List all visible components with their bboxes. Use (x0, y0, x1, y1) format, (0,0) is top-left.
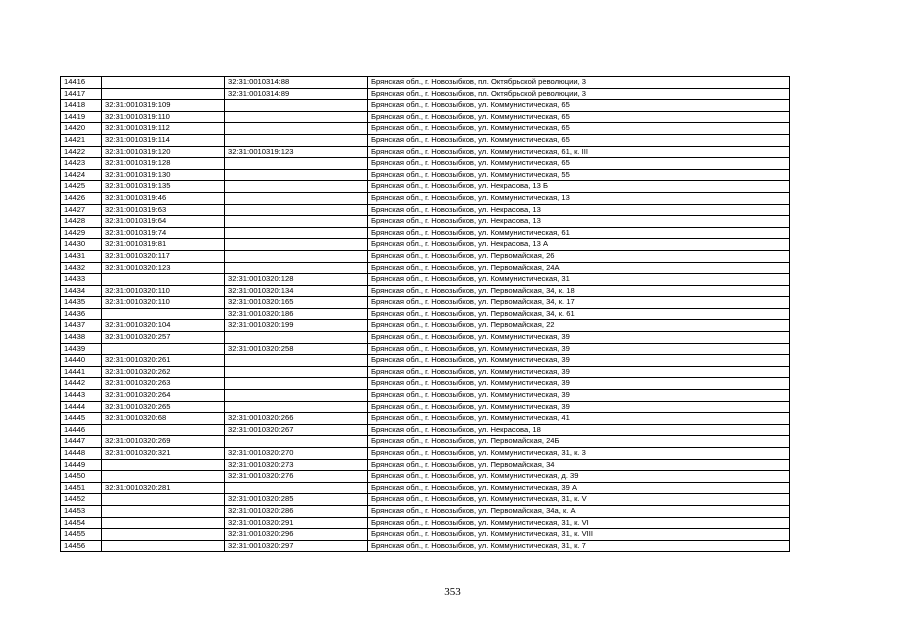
cadastral-number-secondary-cell (225, 239, 368, 251)
address-cell: Брянская обл., г. Новозыбков, ул. Первомайская, 24А (368, 262, 790, 274)
row-number-cell: 14441 (61, 366, 102, 378)
cadastral-number-cell (102, 424, 225, 436)
table-row (61, 505, 790, 517)
address-cell: Брянская обл., г. Новозыбков, ул. Коммунистическая, 65 (368, 158, 790, 170)
cadastral-number-secondary-cell (225, 390, 368, 402)
row-number-cell: 14440 (61, 355, 102, 367)
row-number-cell: 14443 (61, 390, 102, 402)
cadastral-number-cell: 32:31:0010320:265 (102, 401, 225, 413)
cadastral-number-cell: 32:31:0010320:261 (102, 355, 225, 367)
address-cell: Брянская обл., г. Новозыбков, ул. Первомайская, 22 (368, 320, 790, 332)
table-row (61, 274, 790, 286)
table-row (61, 204, 790, 216)
cadastral-number-secondary-cell (225, 169, 368, 181)
row-number-cell: 14439 (61, 343, 102, 355)
cadastral-number-secondary-cell: 32:31:0010320:273 (225, 459, 368, 471)
cadastral-number-secondary-cell: 32:31:0010320:270 (225, 448, 368, 460)
table-row (61, 262, 790, 274)
cadastral-number-secondary-cell: 32:31:0010320:134 (225, 285, 368, 297)
table-row (61, 146, 790, 158)
cadastral-number-secondary-cell: 32:31:0010319:123 (225, 146, 368, 158)
cadastral-number-secondary-cell: 32:31:0010320:165 (225, 297, 368, 309)
table-row (61, 436, 790, 448)
table-row (61, 529, 790, 541)
cadastral-number-secondary-cell: 32:31:0010320:267 (225, 424, 368, 436)
address-cell: Брянская обл., г. Новозыбков, ул. Первомайская, 34, к. 61 (368, 308, 790, 320)
row-number-cell: 14423 (61, 158, 102, 170)
cadastral-number-secondary-cell (225, 181, 368, 193)
cadastral-number-secondary-cell (225, 355, 368, 367)
cadastral-number-cell: 32:31:0010320:104 (102, 320, 225, 332)
row-number-cell: 14422 (61, 146, 102, 158)
cadastral-number-cell: 32:31:0010320:257 (102, 332, 225, 344)
cadastral-number-secondary-cell: 32:31:0010320:258 (225, 343, 368, 355)
cadastral-number-cell: 32:31:0010320:262 (102, 366, 225, 378)
address-cell: Брянская обл., г. Новозыбков, ул. Первомайская, 26 (368, 250, 790, 262)
cadastral-number-cell (102, 529, 225, 541)
row-number-cell: 14448 (61, 448, 102, 460)
address-cell: Брянская обл., г. Новозыбков, ул. Первомайская, 34 (368, 459, 790, 471)
address-cell: Брянская обл., г. Новозыбков, ул. Коммунистическая, 39 (368, 378, 790, 390)
cadastral-number-secondary-cell (225, 332, 368, 344)
row-number-cell: 14430 (61, 239, 102, 251)
cadastral-number-secondary-cell (225, 378, 368, 390)
address-cell: Брянская обл., г. Новозыбков, ул. Коммунистическая, 39 (368, 355, 790, 367)
address-cell: Брянская обл., г. Новозыбков, ул. Первомайская, 34, к. 18 (368, 285, 790, 297)
cadastral-number-secondary-cell: 32:31:0010320:297 (225, 540, 368, 552)
address-cell: Брянская обл., г. Новозыбков, ул. Коммунистическая, 41 (368, 413, 790, 425)
address-cell: Брянская обл., г. Новозыбков, пл. Октябрьской революции, 3 (368, 77, 790, 89)
row-number-cell: 14456 (61, 540, 102, 552)
cadastral-number-secondary-cell (225, 158, 368, 170)
table-row (61, 297, 790, 309)
address-cell: Брянская обл., г. Новозыбков, ул. Коммунистическая, 31 (368, 274, 790, 286)
page-number: 353 (444, 586, 461, 598)
address-cell: Брянская обл., г. Новозыбков, пл. Октябрьской революции, 3 (368, 88, 790, 100)
cadastral-number-cell: 32:31:0010319:63 (102, 204, 225, 216)
cadastral-number-cell (102, 88, 225, 100)
table-row (61, 459, 790, 471)
row-number-cell: 14427 (61, 204, 102, 216)
table-row (61, 181, 790, 193)
address-cell: Брянская обл., г. Новозыбков, ул. Коммунистическая, 31, к. V (368, 494, 790, 506)
cadastral-number-cell: 32:31:0010320:123 (102, 262, 225, 274)
address-cell: Брянская обл., г. Новозыбков, ул. Коммунистическая, 39 (368, 366, 790, 378)
table-row (61, 540, 790, 552)
table-row (61, 320, 790, 332)
cadastral-number-cell (102, 471, 225, 483)
registry-table-body (61, 77, 790, 552)
cadastral-number-cell: 32:31:0010320:110 (102, 297, 225, 309)
table-row (61, 401, 790, 413)
table-row (61, 332, 790, 344)
address-cell: Брянская обл., г. Новозыбков, ул. Коммунистическая, д. 39 (368, 471, 790, 483)
row-number-cell: 14450 (61, 471, 102, 483)
address-cell: Брянская обл., г. Новозыбков, ул. Коммунистическая, 55 (368, 169, 790, 181)
cadastral-number-cell (102, 517, 225, 529)
table-row (61, 158, 790, 170)
cadastral-number-cell: 32:31:0010319:81 (102, 239, 225, 251)
cadastral-number-cell: 32:31:0010319:135 (102, 181, 225, 193)
table-row (61, 169, 790, 181)
table-row (61, 77, 790, 89)
cadastral-number-secondary-cell (225, 216, 368, 228)
address-cell: Брянская обл., г. Новозыбков, ул. Некрасова, 13 А (368, 239, 790, 251)
cadastral-number-cell: 32:31:0010320:117 (102, 250, 225, 262)
cadastral-number-cell (102, 308, 225, 320)
address-cell: Брянская обл., г. Новозыбков, ул. Некрасова, 18 (368, 424, 790, 436)
row-number-cell: 14419 (61, 111, 102, 123)
cadastral-number-cell: 32:31:0010320:264 (102, 390, 225, 402)
cadastral-number-secondary-cell: 32:31:0010320:276 (225, 471, 368, 483)
cadastral-number-cell (102, 540, 225, 552)
row-number-cell: 14416 (61, 77, 102, 89)
table-row (61, 413, 790, 425)
address-cell: Брянская обл., г. Новозыбков, ул. Коммунистическая, 65 (368, 100, 790, 112)
cadastral-number-cell: 32:31:0010319:109 (102, 100, 225, 112)
row-number-cell: 14444 (61, 401, 102, 413)
table-row (61, 343, 790, 355)
row-number-cell: 14455 (61, 529, 102, 541)
row-number-cell: 14449 (61, 459, 102, 471)
row-number-cell: 14421 (61, 134, 102, 146)
table-row (61, 517, 790, 529)
cadastral-number-cell: 32:31:0010319:112 (102, 123, 225, 135)
table-row (61, 424, 790, 436)
address-cell: Брянская обл., г. Новозыбков, ул. Первомайская, 34, к. 17 (368, 297, 790, 309)
address-cell: Брянская обл., г. Новозыбков, ул. Первомайская, 34а, к. А (368, 505, 790, 517)
row-number-cell: 14437 (61, 320, 102, 332)
row-number-cell: 14425 (61, 181, 102, 193)
cadastral-number-secondary-cell: 32:31:0010314:89 (225, 88, 368, 100)
cadastral-number-cell: 32:31:0010320:263 (102, 378, 225, 390)
row-number-cell: 14435 (61, 297, 102, 309)
cadastral-number-secondary-cell (225, 192, 368, 204)
row-number-cell: 14454 (61, 517, 102, 529)
address-cell: Брянская обл., г. Новозыбков, ул. Некрасова, 13 Б (368, 181, 790, 193)
address-cell: Брянская обл., г. Новозыбков, ул. Первомайская, 24Б (368, 436, 790, 448)
table-row (61, 308, 790, 320)
cadastral-number-cell: 32:31:0010319:64 (102, 216, 225, 228)
cadastral-number-secondary-cell (225, 123, 368, 135)
cadastral-number-cell (102, 494, 225, 506)
table-row (61, 239, 790, 251)
row-number-cell: 14418 (61, 100, 102, 112)
cadastral-number-cell: 32:31:0010320:68 (102, 413, 225, 425)
row-number-cell: 14436 (61, 308, 102, 320)
row-number-cell: 14445 (61, 413, 102, 425)
table-row (61, 227, 790, 239)
cadastral-number-secondary-cell: 32:31:0010320:186 (225, 308, 368, 320)
table-row (61, 494, 790, 506)
row-number-cell: 14432 (61, 262, 102, 274)
cadastral-number-cell: 32:31:0010320:269 (102, 436, 225, 448)
address-cell: Брянская обл., г. Новозыбков, ул. Некрасова, 13 (368, 216, 790, 228)
row-number-cell: 14438 (61, 332, 102, 344)
registry-table (60, 76, 790, 552)
table-row (61, 390, 790, 402)
address-cell: Брянская обл., г. Новозыбков, ул. Коммунистическая, 65 (368, 134, 790, 146)
table-row (61, 111, 790, 123)
address-cell: Брянская обл., г. Новозыбков, ул. Коммунистическая, 65 (368, 123, 790, 135)
table-row (61, 378, 790, 390)
row-number-cell: 14426 (61, 192, 102, 204)
cadastral-number-secondary-cell (225, 204, 368, 216)
cadastral-number-secondary-cell (225, 262, 368, 274)
table-row (61, 88, 790, 100)
cadastral-number-cell (102, 77, 225, 89)
cadastral-number-cell: 32:31:0010320:321 (102, 448, 225, 460)
table-row (61, 366, 790, 378)
cadastral-number-cell: 32:31:0010319:114 (102, 134, 225, 146)
table-row (61, 216, 790, 228)
address-cell: Брянская обл., г. Новозыбков, ул. Коммунистическая, 39 А (368, 482, 790, 494)
row-number-cell: 14442 (61, 378, 102, 390)
address-cell: Брянская обл., г. Новозыбков, ул. Коммунистическая, 61, к. III (368, 146, 790, 158)
table-row (61, 250, 790, 262)
cadastral-number-secondary-cell (225, 250, 368, 262)
row-number-cell: 14453 (61, 505, 102, 517)
cadastral-number-cell: 32:31:0010319:110 (102, 111, 225, 123)
table-row (61, 482, 790, 494)
row-number-cell: 14446 (61, 424, 102, 436)
address-cell: Брянская обл., г. Новозыбков, ул. Коммунистическая, 39 (368, 332, 790, 344)
cadastral-number-cell: 32:31:0010319:46 (102, 192, 225, 204)
cadastral-number-secondary-cell (225, 366, 368, 378)
table-row (61, 285, 790, 297)
cadastral-number-secondary-cell (225, 436, 368, 448)
cadastral-number-secondary-cell: 32:31:0010320:266 (225, 413, 368, 425)
row-number-cell: 14447 (61, 436, 102, 448)
cadastral-number-secondary-cell: 32:31:0010320:296 (225, 529, 368, 541)
address-cell: Брянская обл., г. Новозыбков, ул. Коммунистическая, 39 (368, 390, 790, 402)
cadastral-number-secondary-cell: 32:31:0010320:291 (225, 517, 368, 529)
table-row (61, 471, 790, 483)
table-row (61, 448, 790, 460)
address-cell: Брянская обл., г. Новозыбков, ул. Коммунистическая, 31, к. VI (368, 517, 790, 529)
cadastral-number-cell: 32:31:0010319:130 (102, 169, 225, 181)
row-number-cell: 14428 (61, 216, 102, 228)
address-cell: Брянская обл., г. Новозыбков, ул. Коммунистическая, 39 (368, 401, 790, 413)
cadastral-number-cell: 32:31:0010319:120 (102, 146, 225, 158)
row-number-cell: 14424 (61, 169, 102, 181)
row-number-cell: 14451 (61, 482, 102, 494)
address-cell: Брянская обл., г. Новозыбков, ул. Коммунистическая, 31, к. VIII (368, 529, 790, 541)
address-cell: Брянская обл., г. Новозыбков, ул. Коммунистическая, 13 (368, 192, 790, 204)
address-cell: Брянская обл., г. Новозыбков, ул. Коммунистическая, 61 (368, 227, 790, 239)
cadastral-number-secondary-cell: 32:31:0010320:199 (225, 320, 368, 332)
cadastral-number-cell (102, 459, 225, 471)
table-row (61, 100, 790, 112)
cadastral-number-cell (102, 274, 225, 286)
cadastral-number-secondary-cell: 32:31:0010314:88 (225, 77, 368, 89)
row-number-cell: 14431 (61, 250, 102, 262)
table-row (61, 134, 790, 146)
cadastral-number-cell (102, 343, 225, 355)
address-cell: Брянская обл., г. Новозыбков, ул. Коммунистическая, 31, к. 7 (368, 540, 790, 552)
cadastral-number-secondary-cell: 32:31:0010320:128 (225, 274, 368, 286)
cadastral-number-secondary-cell (225, 134, 368, 146)
cadastral-number-cell: 32:31:0010319:128 (102, 158, 225, 170)
row-number-cell: 14420 (61, 123, 102, 135)
table-row (61, 192, 790, 204)
cadastral-number-secondary-cell (225, 401, 368, 413)
cadastral-number-cell: 32:31:0010319:74 (102, 227, 225, 239)
address-cell: Брянская обл., г. Новозыбков, ул. Коммунистическая, 39 (368, 343, 790, 355)
row-number-cell: 14417 (61, 88, 102, 100)
cadastral-number-cell (102, 505, 225, 517)
row-number-cell: 14434 (61, 285, 102, 297)
cadastral-number-secondary-cell: 32:31:0010320:286 (225, 505, 368, 517)
cadastral-number-secondary-cell (225, 227, 368, 239)
address-cell: Брянская обл., г. Новозыбков, ул. Некрасова, 13 (368, 204, 790, 216)
table-row (61, 123, 790, 135)
cadastral-number-cell: 32:31:0010320:281 (102, 482, 225, 494)
address-cell: Брянская обл., г. Новозыбков, ул. Коммунистическая, 31, к. 3 (368, 448, 790, 460)
cadastral-number-secondary-cell (225, 100, 368, 112)
cadastral-number-secondary-cell (225, 482, 368, 494)
row-number-cell: 14433 (61, 274, 102, 286)
row-number-cell: 14429 (61, 227, 102, 239)
cadastral-number-secondary-cell (225, 111, 368, 123)
cadastral-number-cell: 32:31:0010320:110 (102, 285, 225, 297)
table-row (61, 355, 790, 367)
cadastral-number-secondary-cell: 32:31:0010320:285 (225, 494, 368, 506)
row-number-cell: 14452 (61, 494, 102, 506)
address-cell: Брянская обл., г. Новозыбков, ул. Коммунистическая, 65 (368, 111, 790, 123)
